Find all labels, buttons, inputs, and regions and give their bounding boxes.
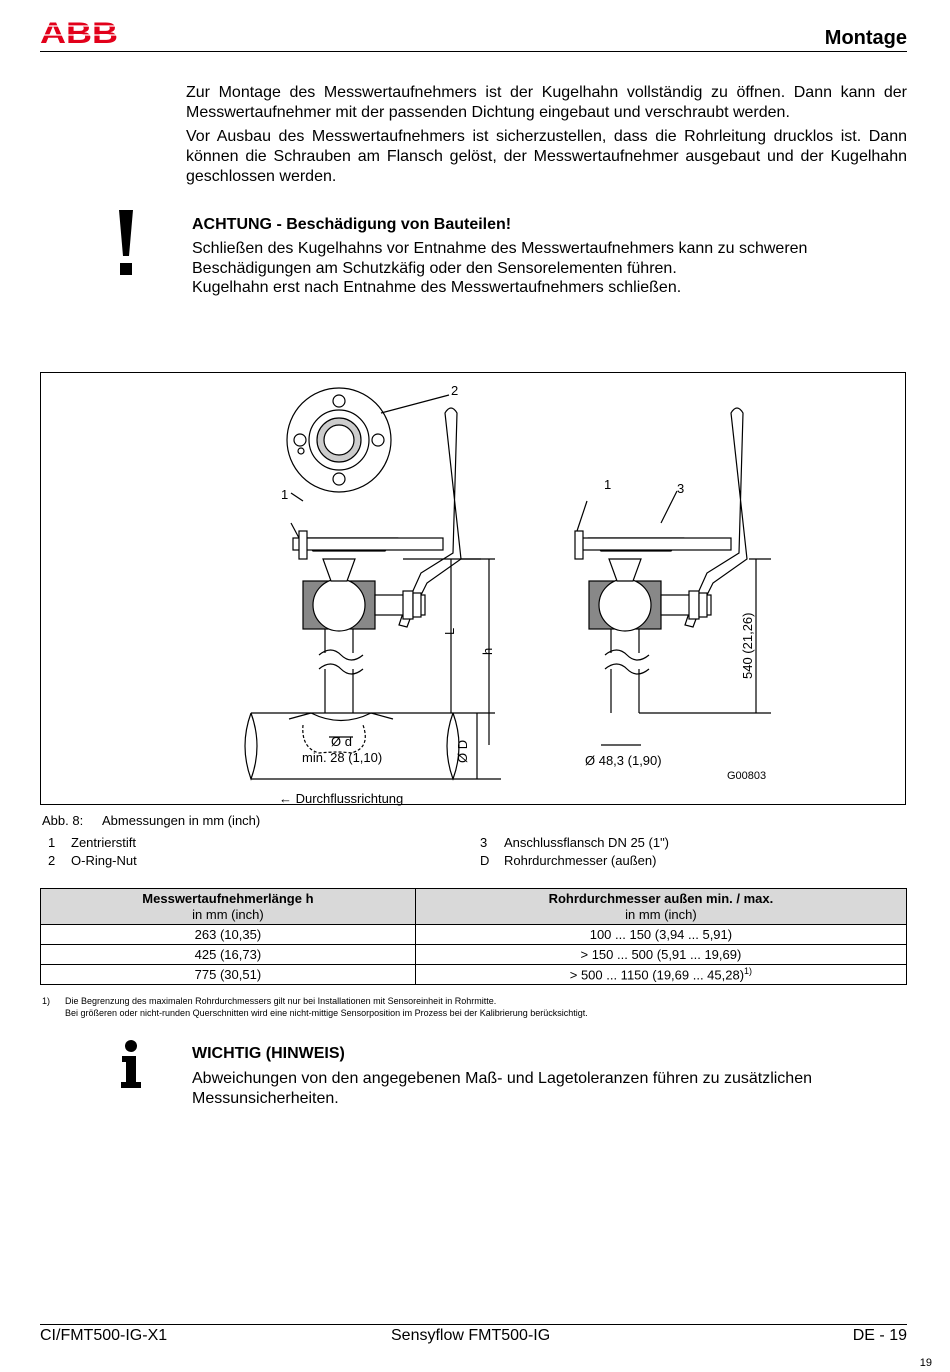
legend-text: O-Ring-Nut [71, 853, 137, 868]
caution-title: ACHTUNG - Beschädigung von Bauteilen! [192, 216, 512, 233]
column-unit: in mm (inch) [192, 906, 264, 922]
page-number: 19 [919, 1357, 932, 1369]
footnote-reference: 1) [744, 966, 753, 977]
product-name: Sensyflow FMT500-IG [391, 1327, 551, 1344]
svg-text:ABB: ABB [40, 17, 118, 45]
table-row [41, 925, 907, 945]
table-header-row [41, 889, 907, 925]
dimension-drawing [41, 373, 907, 806]
caution-line: Schließen des Kugelhahns vor Entnahme des Messwertaufnehmers kann zu schweren [192, 240, 808, 257]
header-divider [40, 51, 907, 52]
footnote-mark: 1) [42, 996, 51, 1006]
document-id: CI/FMT500-IG-X1 [40, 1327, 168, 1344]
info-icon [119, 1040, 143, 1088]
footer-divider [40, 1324, 907, 1325]
exclamation-icon [114, 210, 138, 276]
legend-text: Anschlussflansch DN 25 (1") [504, 835, 670, 850]
note-title: WICHTIG (HINWEIS) [192, 1045, 345, 1062]
table-cell: 775 (30,51) [41, 965, 416, 985]
dim-d-inner-label: Ø d [331, 734, 352, 749]
column-title: Messwertaufnehmerlänge h [142, 890, 314, 906]
legend-key: 2 [48, 853, 56, 868]
column-title: Rohrdurchmesser außen min. / max. [548, 890, 774, 906]
removal-paragraph: Vor Ausbau des Messwertaufnehmers ist sicherzustellen, dass die Rohrleitung drucklos ist. Dann können die Schrauben am Flansch gelöst, der Messwertaufnehmer ausgebaut und der Kugelhahn geschlossen werden. [186, 128, 907, 185]
dim-h-label: h [480, 647, 495, 655]
min-28-label: min. 28 (1,10) [302, 750, 383, 765]
diameter-483-label: Ø 48,3 (1,90) [585, 753, 662, 768]
cell-text: > 500 ... 1150 (19,69 ... 45,28) [569, 967, 745, 983]
table-cell: 100 ... 150 (3,94 ... 5,91) [415, 925, 906, 945]
legend-key: D [480, 853, 490, 868]
column-unit: in mm (inch) [625, 906, 697, 922]
dimension-figure [40, 372, 906, 805]
legend-text: Zentrierstift [71, 835, 137, 850]
mounting-paragraph: Zur Montage des Messwertaufnehmers ist der Kugelhahn vollständig zu öffnen. Dann kann der Messwertaufnehmer mit der passenden Dichtung eingebaut und verschraubt werden. [186, 84, 907, 121]
callout-2: 2 [451, 383, 459, 398]
table-cell: 263 (10,35) [41, 925, 416, 945]
dim-d-outer-label: Ø D [455, 739, 470, 763]
note-text [192, 1069, 812, 1108]
figure-number: Abb. 8: [42, 813, 84, 828]
table-cell: 425 (16,73) [41, 945, 416, 965]
page-label: DE - 19 [852, 1327, 907, 1344]
table-row [41, 965, 907, 985]
legend-key: 1 [48, 835, 56, 850]
callout-3: 3 [677, 481, 685, 496]
figure-caption: Abmessungen in mm (inch) [102, 813, 261, 828]
caution-line: Beschädigungen am Schutzkäfig oder den Sensorelementen führen. [192, 259, 677, 277]
table-cell: > 150 ... 500 (5,91 ... 19,69) [415, 945, 906, 965]
dimension-table [40, 888, 907, 985]
flow-direction-label: ← Durchflussrichtung [279, 791, 404, 806]
caution-text [192, 239, 807, 298]
drawing-id: G00803 [727, 770, 767, 782]
column-header [41, 889, 416, 925]
section-title: Montage [824, 27, 907, 49]
callout-1-right: 1 [604, 477, 612, 492]
note-line: Messunsicherheiten. [192, 1089, 339, 1107]
note-line: Abweichungen von den angegebenen Maß- und Lagetoleranzen führen zu zusätzlichen [192, 1070, 812, 1087]
legend-text: Rohrdurchmesser (außen) [504, 853, 657, 868]
column-header [415, 889, 906, 925]
table-row [41, 945, 907, 965]
caution-box [192, 216, 807, 298]
footnote-line: Bei größeren oder nicht-runden Querschnitten wird eine nicht-mittige Sensorposition im Prozess bei der Kalibrierung berücksichtigt. [65, 1008, 588, 1018]
length-540-label: 540 (21,26) [740, 612, 755, 679]
legend-key: 3 [480, 835, 488, 850]
dim-l-label: L [442, 627, 457, 635]
important-note [192, 1045, 812, 1108]
footnote-line: Die Begrenzung des maximalen Rohrdurchmessers gilt nur bei Installationen mit Sensoreinheit in Rohrmitte. [65, 996, 497, 1006]
caution-line: Kugelhahn erst nach Entnahme des Messwertaufnehmers schließen. [192, 279, 682, 296]
callout-1-left: 1 [281, 487, 289, 502]
abb-logo [40, 17, 120, 45]
table-cell [415, 965, 906, 985]
